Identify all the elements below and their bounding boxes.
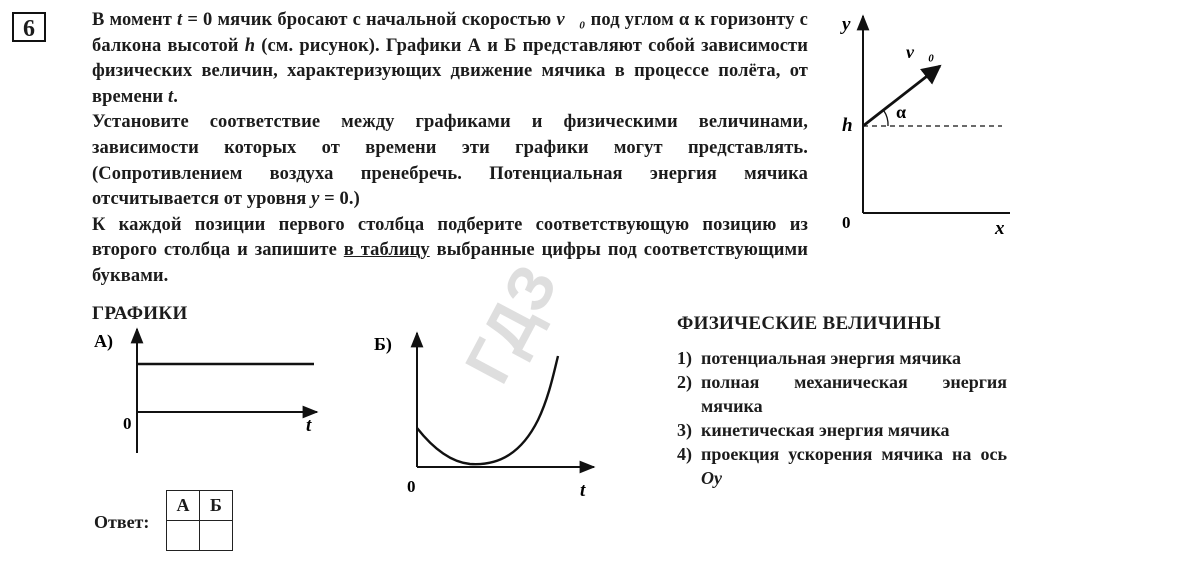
graph-a-label: А): [94, 331, 113, 351]
task-text: [92, 8, 808, 290]
origin-label: 0: [842, 213, 851, 232]
x-axis-label: x: [995, 218, 1005, 238]
answer-header-b: Б: [200, 491, 233, 521]
quantity-item-1: 1) потенциальная энергия мячика: [677, 348, 962, 368]
graph-a-t-label: t: [306, 415, 312, 436]
graph-b-origin: 0: [407, 477, 416, 496]
graphs-heading: ГРАФИКИ: [92, 303, 188, 324]
h-label: h: [842, 115, 853, 136]
answer-label: Ответ:: [94, 512, 150, 532]
intro-paragraph-1: В момент t = 0 мячик бросают с начальной скоростью v⃗₀ под углом α к горизонту с балкона высотой h (см. рисунок). Графики А и Б представляют собой зависимости физических величин, характеризующих движение мячика в процессе полёта, от времени t.: [92, 10, 808, 107]
graph-b-t-label: t: [580, 480, 586, 500]
intro-paragraph-2: Установите соответствие между графиками и физическими величинами, зависимости которых от времени эти графики могут представлять. (Сопротивлением воздуха пренебречь. Потенциальная энергия мячика отсчитывается от уровня y = 0.): [92, 112, 808, 210]
alpha-arc: [884, 111, 888, 127]
answer-cell-b[interactable]: [200, 521, 233, 551]
quantities-heading: ФИЗИЧЕСКИЕ ВЕЛИЧИНЫ: [677, 313, 942, 334]
intro-paragraph-3: К каждой позиции первого столбца подберите соответствующую позицию из второго столбца и запишите в таблицу выбранные цифры под соответствующими буквами.: [92, 214, 808, 286]
answer-cell-a[interactable]: [167, 521, 200, 551]
graph-a: [92, 325, 332, 455]
task-number: 6: [12, 12, 46, 42]
watermark: ГДЗ: [450, 253, 572, 395]
v0-label: v⃗₀: [906, 42, 935, 62]
quantity-item-3: 3) кинетическая энергия мячика: [677, 420, 950, 440]
quantity-item-4: 4) проекция ускорения мячика на ось Oy: [677, 444, 1007, 488]
launch-diagram: [830, 8, 1020, 238]
graph-b-label: Б): [374, 334, 392, 354]
quantities-list: [677, 346, 1007, 490]
quantity-item-2: 2) полная механическая энергия мячика: [677, 372, 1007, 416]
graph-a-origin: 0: [123, 414, 132, 433]
y-axis-label: y: [842, 14, 851, 35]
answer-header-a: А: [167, 491, 200, 521]
answer-table: [166, 490, 233, 551]
alpha-label: α: [896, 102, 907, 122]
